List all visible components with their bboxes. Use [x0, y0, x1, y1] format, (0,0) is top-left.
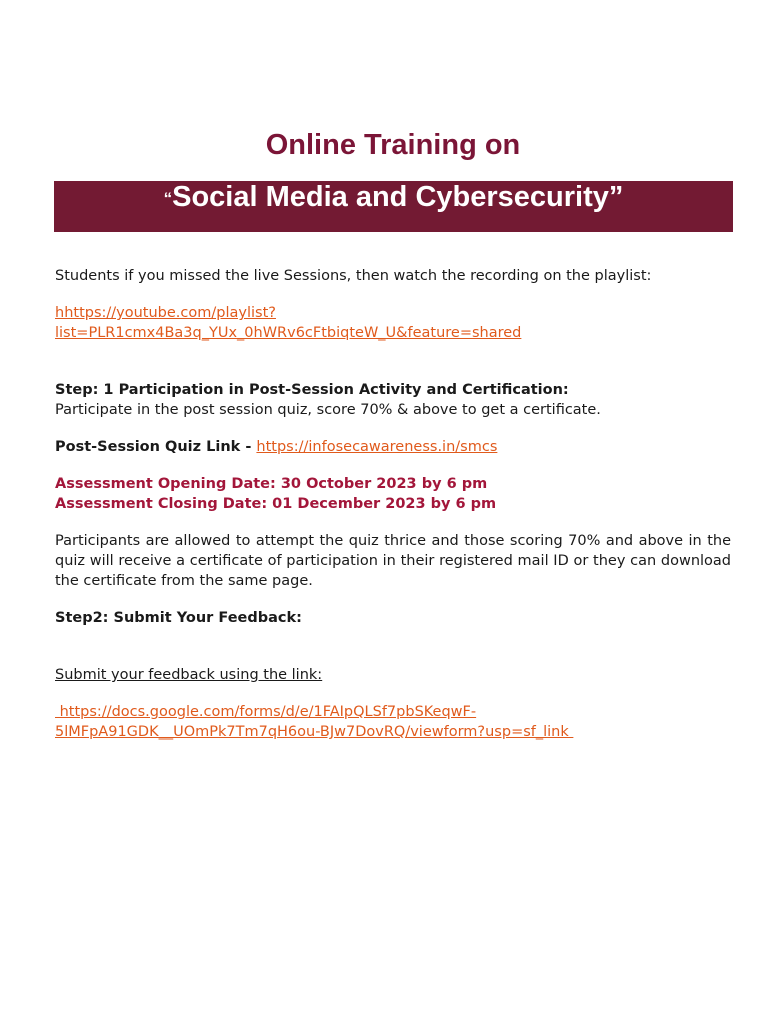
page-title: Online Training on — [265, 129, 521, 161]
document-body — [55, 266, 731, 742]
assessment-opening-date: Assessment Opening Date: 30 October 2023 by 6 pm — [55, 476, 488, 492]
quiz-link[interactable]: https://infosecawareness.in/smcs — [256, 439, 498, 455]
quiz-link-label: Post-Session Quiz Link - — [55, 439, 257, 455]
playlist-link[interactable]: hhttps://youtube.com/playlist?list=PLR1cmx4Ba3q_YUx_0hWRv6cFtbiqteW_U&feature=shared — [55, 305, 522, 341]
intro-text: Students if you missed the live Sessions, then watch the recording on the playlist: — [55, 268, 652, 284]
step2-heading: Step2: Submit Your Feedback: — [55, 610, 302, 626]
participants-text: Participants are allowed to attempt the quiz thrice and those scoring 70% and above in the quiz will receive a certificate of participation in their registered mail ID or they can download the certificate from the same page. — [55, 533, 731, 589]
assessment-closing-date: Assessment Closing Date: 01 December 2023 by 6 pm — [55, 496, 497, 512]
feedback-link-line2[interactable]: 5lMFpA91GDK__UOmPk7Tm7qH6ou-BJw7DovRQ/viewform?usp=sf_link — [55, 724, 574, 740]
feedback-link-line1[interactable]: https://docs.google.com/forms/d/e/1FAIpQLSf7pbSKeqwF- — [55, 704, 477, 720]
step1-text: Participate in the post session quiz, score 70% & above to get a certificate. — [55, 402, 601, 418]
banner-open-quote: “ — [163, 189, 173, 208]
banner-title — [54, 179, 733, 217]
feedback-label: Submit your feedback using the link: — [55, 667, 323, 683]
banner-title-text: Social Media and Cybersecurity” — [172, 181, 624, 213]
step1-heading: Step: 1 Participation in Post-Session Activity and Certification: — [55, 382, 569, 398]
